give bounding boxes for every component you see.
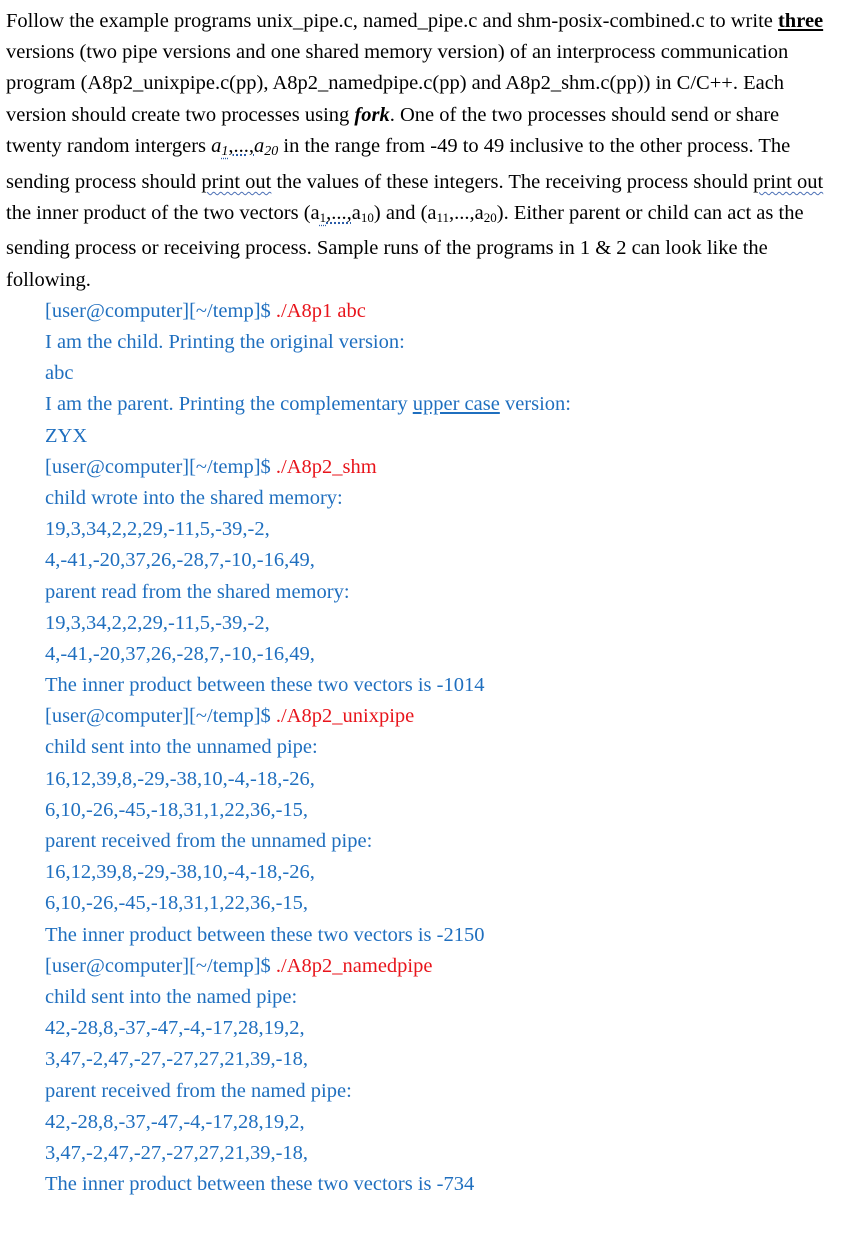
instructions-text: versions (two pipe versions and one shared memory version) of an interprocess communication program (A8p2_unixpipe.c(pp), A8p2_namedpipe.c(pp) and A8p2_shm.c(pp)) in C/C++. Each version should create two processes using	[6, 41, 789, 126]
subscript: 1	[221, 143, 229, 159]
shell-prompt: [user@computer][~/temp]$	[45, 299, 276, 322]
console-line: The inner product between these two vectors is -1014	[45, 674, 485, 697]
console-line: parent read from the shared memory:	[45, 580, 350, 603]
instructions-text: the inner product of the two vectors (a	[6, 202, 320, 225]
console-line: 6,10,-26,-45,-18,31,1,22,36,-15,	[45, 798, 309, 821]
var-a: a	[211, 134, 222, 157]
ellipsis: ,...,	[326, 202, 352, 225]
instructions-text: ). Either parent or child can act as the sending process or receiving process. Sample runs of the programs in 1 & 2 can look like the following.	[6, 202, 804, 291]
instructions-text: ) and (a	[373, 202, 437, 225]
console-line-prompt	[45, 701, 833, 732]
shell-command: ./A8p1 abc	[275, 299, 366, 322]
var-a: a	[254, 134, 265, 157]
console-line: The inner product between these two vectors is -734	[45, 1173, 475, 1196]
console-text: version:	[499, 393, 571, 416]
console-line: 16,12,39,8,-29,-38,10,-4,-18,-26,	[45, 861, 315, 884]
subscript: 10	[360, 210, 374, 226]
instructions-text: Follow the example programs unix_pipe.c, named_pipe.c and shm-posix-combined.c to write	[6, 10, 778, 32]
console-line: 4,-41,-20,37,26,-28,7,-10,-16,49,	[45, 642, 315, 665]
subscript: 1	[319, 210, 327, 226]
console-line: child sent into the named pipe:	[45, 985, 298, 1008]
console-line: 42,-28,8,-37,-47,-4,-17,28,19,2,	[45, 1017, 305, 1040]
console-line: 6,10,-26,-45,-18,31,1,22,36,-15,	[45, 892, 309, 915]
spellcheck-print-out: print out	[753, 171, 824, 194]
sample-run-output	[6, 296, 833, 1200]
emphasis-fork: fork	[354, 103, 390, 126]
spellcheck-print-out: print out	[201, 171, 272, 194]
shell-prompt: [user@computer][~/temp]$	[45, 954, 276, 977]
shell-prompt: [user@computer][~/temp]$	[45, 455, 276, 478]
instructions-text: the values of these integers. The receiving process should	[271, 171, 754, 194]
instructions-text: . One of the two processes should send or share twenty random intergers	[6, 103, 780, 157]
underlined-text: upper case	[412, 393, 500, 416]
console-line: 16,12,39,8,-29,-38,10,-4,-18,-26,	[45, 767, 315, 790]
console-line-prompt	[45, 452, 833, 483]
console-line-prompt	[45, 951, 833, 982]
console-line: The inner product between these two vectors is -2150	[45, 923, 485, 946]
shell-command: ./A8p2_unixpipe	[275, 705, 415, 728]
console-line: 19,3,34,2,2,29,-11,5,-39,-2,	[45, 518, 270, 541]
console-line: 3,47,-2,47,-27,-27,27,21,39,-18,	[45, 1141, 309, 1164]
shell-command: ./A8p2_namedpipe	[275, 954, 433, 977]
console-line: 4,-41,-20,37,26,-28,7,-10,-16,49,	[45, 549, 315, 572]
subscript: 11	[436, 210, 450, 226]
ellipsis: ,...,	[228, 134, 255, 157]
console-line	[45, 389, 833, 420]
emphasis-three: three	[777, 10, 824, 32]
console-line: child sent into the unnamed pipe:	[45, 736, 318, 759]
console-line: 42,-28,8,-37,-47,-4,-17,28,19,2,	[45, 1110, 305, 1133]
console-text: I am the parent. Printing the complementary	[45, 393, 413, 416]
subscript: 20	[483, 210, 497, 226]
console-line: ZYX	[45, 424, 88, 447]
console-line: child wrote into the shared memory:	[45, 486, 343, 509]
console-line: abc	[45, 362, 74, 385]
instructions-text: in the range from -49 to 49 inclusive to the other process. The sending process should	[6, 134, 791, 194]
console-line: parent received from the unnamed pipe:	[45, 830, 373, 853]
console-line: 19,3,34,2,2,29,-11,5,-39,-2,	[45, 611, 270, 634]
ellipsis: ,...,a	[449, 202, 484, 225]
var-a: a	[351, 202, 361, 225]
console-line: parent received from the named pipe:	[45, 1079, 352, 1102]
shell-prompt: [user@computer][~/temp]$	[45, 705, 276, 728]
console-line-prompt	[45, 296, 833, 327]
shell-command: ./A8p2_shm	[275, 455, 377, 478]
console-line: I am the child. Printing the original version:	[45, 331, 405, 354]
assignment-instructions	[6, 6, 833, 296]
console-line: 3,47,-2,47,-27,-27,27,21,39,-18,	[45, 1048, 309, 1071]
subscript: 20	[264, 143, 279, 159]
